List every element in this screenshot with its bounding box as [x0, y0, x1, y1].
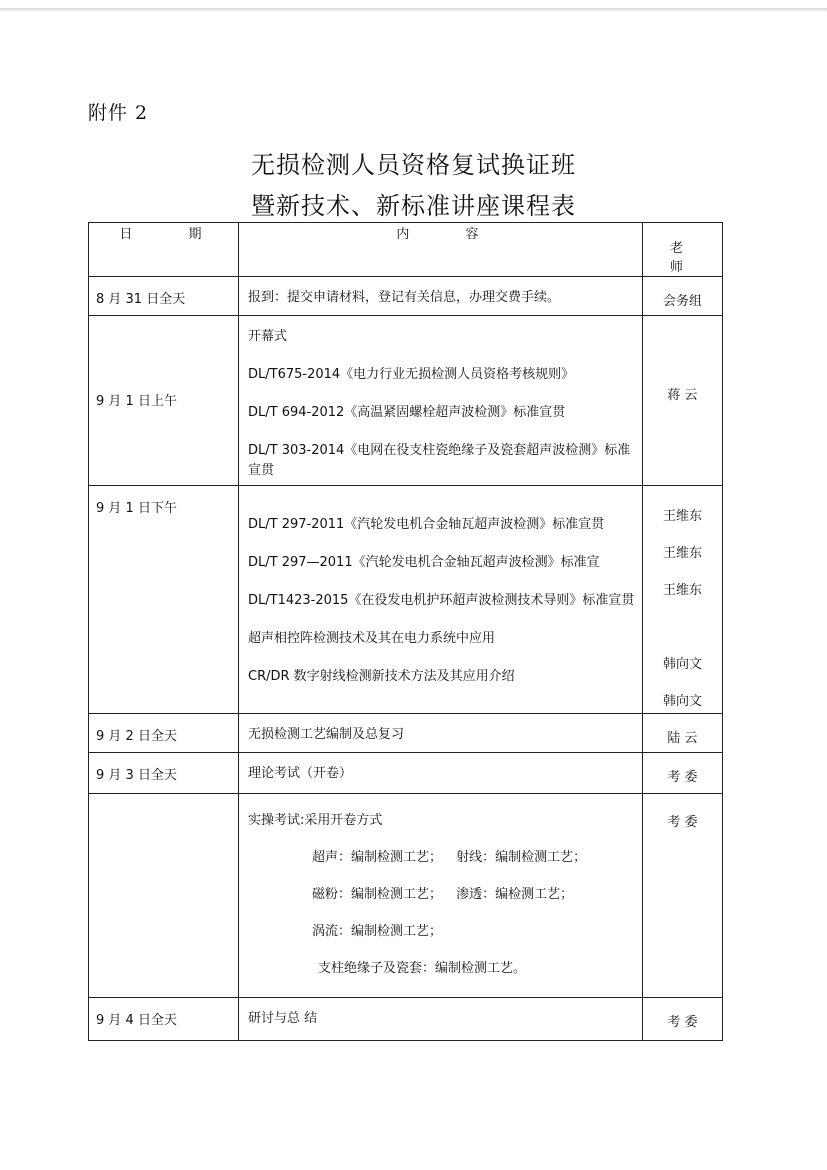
row-date: 9 月 4 日全天	[89, 998, 239, 1041]
teacher-name: 考 委	[667, 1015, 698, 1030]
content-line: DL/T1423-2015《在役发电机护环超声波检测技术导则》标准宣贯	[248, 593, 635, 608]
table-row	[89, 714, 723, 753]
exam-item: 涡流：编制检测工艺；	[312, 924, 443, 939]
teacher-name: 蒋 云	[667, 388, 698, 403]
row-content	[239, 998, 643, 1041]
row-teacher	[643, 277, 723, 316]
row-date	[89, 794, 239, 998]
course-schedule-table	[88, 222, 723, 1041]
teacher-name: 韩向文	[662, 694, 702, 709]
table-row	[89, 753, 723, 794]
row-teacher	[643, 998, 723, 1041]
content-line: 超声相控阵检测技术及其在电力系统中应用	[248, 631, 496, 646]
content-line: 报到：提交申请材料，登记有关信息，办理交费手续。	[248, 290, 561, 305]
teacher-name: 考 委	[667, 770, 698, 785]
exam-item-line	[248, 848, 638, 868]
content-line: 理论考试（开卷）	[248, 766, 353, 781]
exam-item: 磁粉：编制检测工艺；	[312, 887, 443, 902]
teacher-name: 考 委	[667, 815, 698, 830]
content-line: DL/T675-2014《电力行业无损检测人员资格考核规则》	[248, 367, 575, 382]
row-teacher	[643, 316, 723, 486]
row-date: 8 月 31 日全天	[89, 277, 239, 316]
content-line: 研讨与总 结	[248, 1011, 318, 1026]
content-line: DL/T 297—2011《汽轮发电机合金轴瓦超声波检测》标准宣	[248, 555, 600, 570]
exam-item: 超声：编制检测工艺；	[312, 850, 443, 865]
row-content	[239, 714, 643, 753]
exam-item: 支柱绝缘子及瓷套：编制检测工艺。	[318, 961, 527, 976]
table-row	[89, 277, 723, 316]
exam-item-line	[248, 922, 638, 942]
header-date: 日 期	[89, 223, 239, 277]
row-date: 9 月 3 日全天	[89, 753, 239, 794]
teacher-name: 韩向文	[662, 657, 702, 672]
row-teacher	[643, 794, 723, 998]
exam-item-line	[248, 959, 638, 979]
attachment-label: 附件 2	[88, 102, 149, 124]
header-teacher: 老 师	[643, 223, 723, 277]
content-line: DL/T 297-2011《汽轮发电机合金轴瓦超声波检测》标准宣贯	[248, 517, 605, 532]
document-title-line1: 无损检测人员资格复试换证班	[251, 151, 576, 179]
teacher-name: 陆 云	[667, 731, 698, 746]
row-content	[239, 486, 643, 714]
content-line: 无损检测工艺编制及总复习	[248, 727, 405, 742]
row-content	[239, 316, 643, 486]
scan-top-edge	[0, 8, 827, 11]
content-line: DL/T 303-2014《电网在役支柱瓷绝缘子及瓷套超声波检测》标准宣贯	[248, 443, 631, 478]
row-content	[239, 753, 643, 794]
exam-item: 射线：编制检测工艺；	[456, 850, 587, 865]
teacher-name: 会务组	[662, 294, 702, 309]
teacher-name: 王维东	[662, 583, 702, 598]
header-content: 内 容	[239, 223, 643, 277]
row-teacher	[643, 486, 723, 714]
row-date	[89, 316, 239, 486]
exam-item: 渗透：编检测工艺；	[456, 887, 574, 902]
content-line: CR/DR 数字射线检测新技术方法及其应用介绍	[248, 669, 515, 684]
content-line: DL/T 694-2012《高温紧固螺栓超声波检测》标准宣贯	[248, 405, 566, 420]
table-row	[89, 316, 723, 486]
row-date: 9 月 1 日下午	[89, 486, 239, 714]
row-date: 9 月 2 日全天	[89, 714, 239, 753]
document-title-line2: 暨新技术、新标准讲座课程表	[251, 192, 576, 220]
teacher-name: 王维东	[662, 509, 702, 524]
content-line: 开幕式	[248, 329, 288, 344]
teacher-name: 王维东	[662, 546, 702, 561]
row-content	[239, 277, 643, 316]
exam-item-line	[248, 885, 638, 905]
content-line: 实操考试:采用开卷方式	[248, 813, 383, 828]
table-row	[89, 998, 723, 1041]
row-teacher	[643, 753, 723, 794]
row-content	[239, 794, 643, 998]
row-date-text: 9 月 1 日上午	[96, 394, 177, 409]
teacher-list	[643, 499, 722, 712]
table-header-row	[89, 223, 723, 277]
table-row	[89, 794, 723, 998]
row-teacher	[643, 714, 723, 753]
table-row	[89, 486, 723, 714]
